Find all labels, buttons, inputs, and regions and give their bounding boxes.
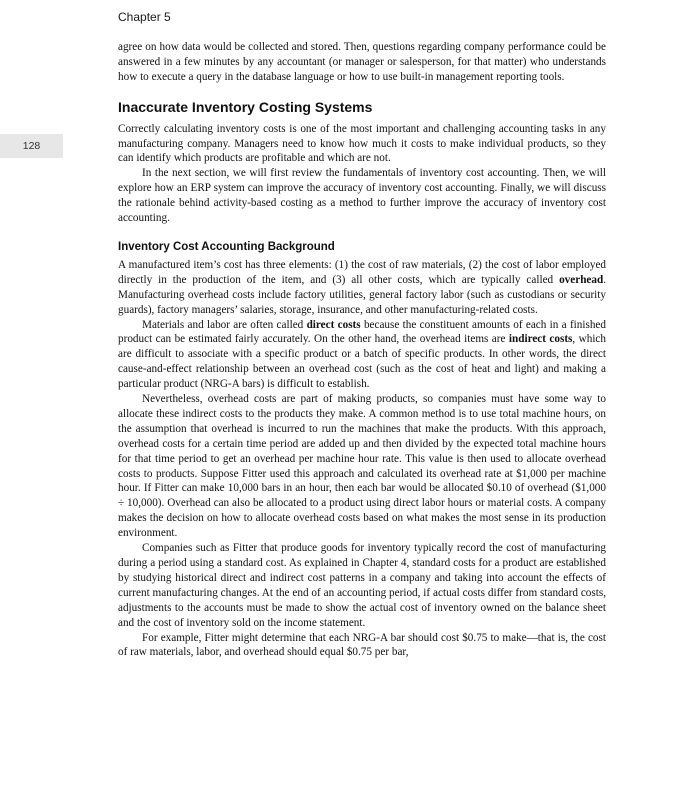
- subsection-paragraph-4: Companies such as Fitter that produce goods for inventory typically record the cost of manufacturing during a period using a standard cost. As explained in Chapter 4, standard costs for a product are established by studying historical direct and indirect cost patterns in a company and taking into account the effects of current manufacturing changes. At the end of an accounting period, if actual costs differ from standard costs, adjustments to the accounts must be made to show the actual cost of inventory owned on the balance sheet and the cost of inventory sold on the income statement.: [118, 542, 606, 629]
- term-overhead: overhead: [559, 273, 604, 286]
- chapter-header: Chapter 5: [118, 10, 171, 24]
- term-direct-costs: direct costs: [306, 318, 361, 331]
- intro-paragraph: agree on how data would be collected and stored. Then, questions regarding company performance could be answered in a few minutes by any accountant (or manager or salesperson, for that matter) who understands how to execute a query in the database language or how to use built-in management reporting tools.: [118, 41, 606, 83]
- p1-text-a: A manufactured item’s cost has three elements: (1) the cost of raw materials, (2) the cost of labor employed directly in the production of the item, and (3) all other costs, which are typically called: [118, 258, 606, 286]
- subsection-paragraph-1: [118, 258, 606, 318]
- subsection-title: Inventory Cost Accounting Background: [118, 240, 335, 253]
- section-paragraph-1: Correctly calculating inventory costs is one of the most important and challenging accounting tasks in any manufacturing company. Managers need to know how much it costs to make individual products, so they can identify which products are profitable and which are not.: [118, 122, 606, 165]
- section-paragraph-2: In the next section, we will first review the fundamentals of inventory cost accounting. Then, we will explore how an ERP system can improve the accuracy of inventory cost accounting. Finally, we will discuss the rationale behind activity-based costing as a method to further improve the accuracy of inventory cost accounting.: [118, 167, 606, 225]
- subsection-paragraph-5: For example, Fitter might determine that each NRG-A bar should cost $0.75 to make—that is, the cost of raw materials, labor, and overhead should equal $0.75 per bar,: [118, 631, 606, 659]
- page-body: [118, 40, 606, 660]
- p2-text-a: Materials and labor are often called: [142, 318, 307, 331]
- p2-text-c: , which are difficult to associate with a specific product or a batch of specific products. In other words, the direct cause-and-effect relationship between an overhead cost (such as the cost of heat and light) and making a particular product (NRG-A bars) is difficult to establish.: [118, 333, 606, 391]
- term-indirect-costs: indirect costs: [508, 333, 573, 346]
- subsection-paragraph-3: Nevertheless, overhead costs are part of making products, so companies must have some way to allocate these indirect costs to the products they make. A common method is to use total machine hours, on the assumption that overhead is incurred to run the machines that make the products. With this approach, overhead costs for a certain time period are added up and then divided by the expected total machine hours for that time period to get an overhead per machine hour rate. This value is then used to allocate overhead costs to products. Suppose Fitter used this approach and calculated its overhead rate at $1,000 per machine hour. If Fitter can make 10,000 bars in an hour, then each bar would be allocated $0.10 of overhead ($1,000 ÷ 10,000). Overhead can also be allocated to a product using direct labor hours or material costs. A company makes the decision on how to allocate overhead costs based on what makes the most sense in its production environment.: [118, 393, 606, 540]
- subsection-paragraph-2: [118, 318, 606, 393]
- p2-text-b: because the constituent amounts of each in a finished product can be estimated fairly accurately. On the other hand, the overhead items are: [118, 318, 606, 346]
- section-title: Inaccurate Inventory Costing Systems: [118, 98, 373, 115]
- page-number-tab: 128: [0, 134, 63, 158]
- p1-text-b: . Manufacturing overhead costs include factory utilities, general factory labor (such as custodians or security guards), factory managers’ salaries, storage, insurance, and other manufacturing-related costs.: [118, 273, 606, 316]
